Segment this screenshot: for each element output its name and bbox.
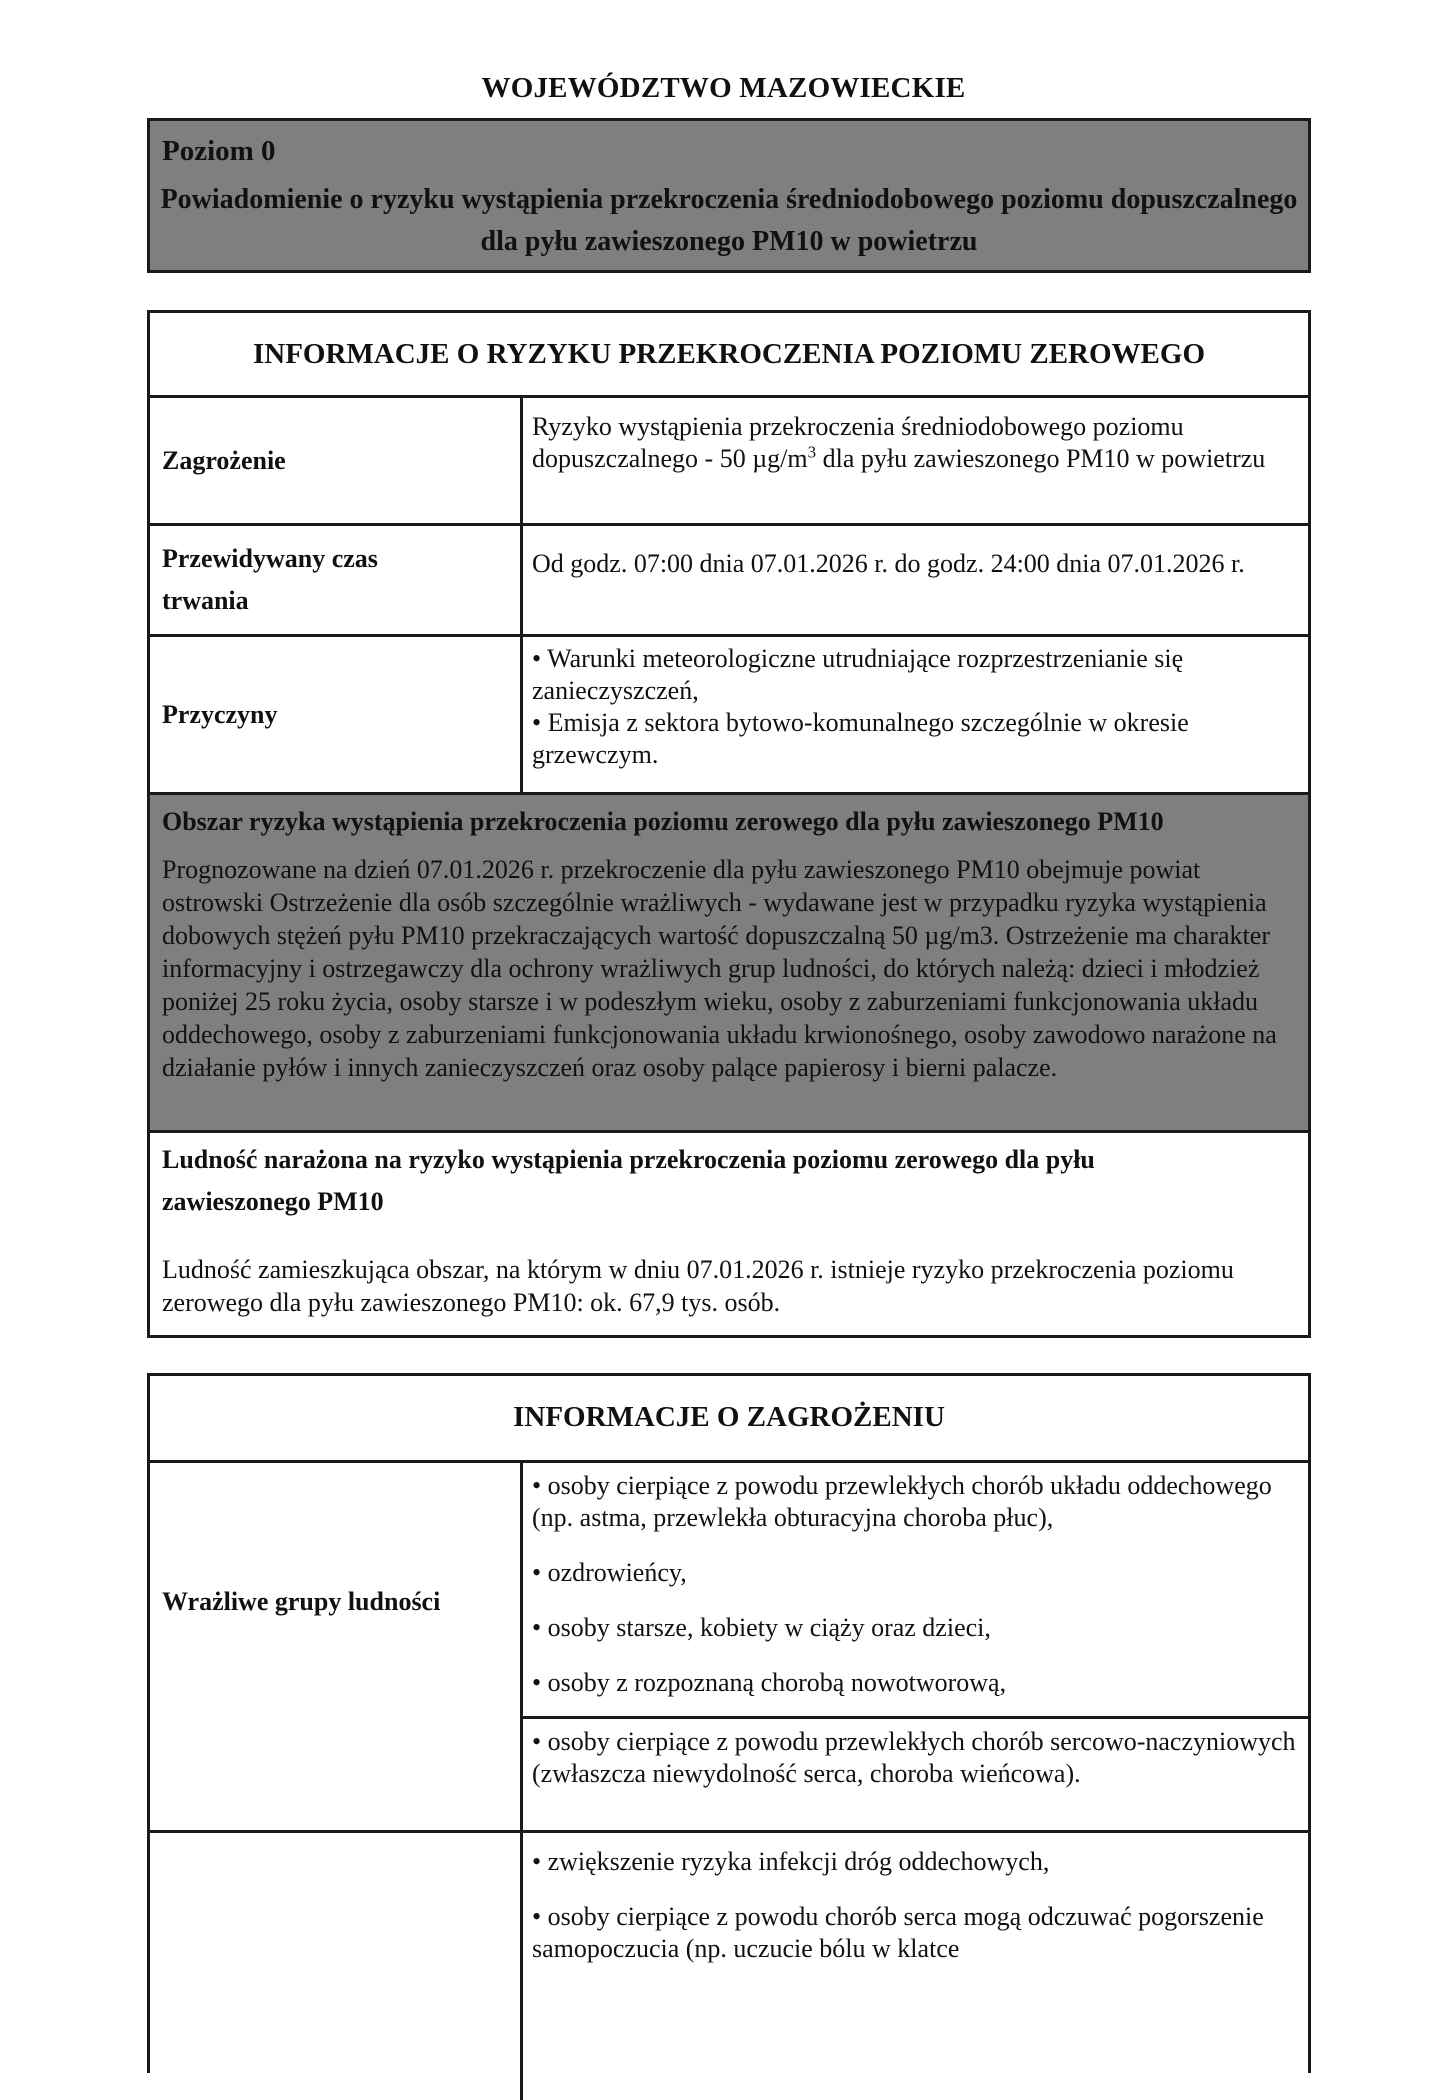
health-effect-item: • osoby cierpiące z powodu chorób serca mogą odczuwać pogorszenie samopoczucia (np. uczucie bólu w klatce	[532, 1902, 1264, 1963]
health-effect-item: • zwiększenie ryzyka infekcji dróg oddechowych,	[532, 1847, 1050, 1876]
risk-area-title: Obszar ryzyka wystąpienia przekroczenia poziomu zerowego dla pyłu zawieszonego PM10	[162, 807, 1164, 836]
alert-level: Poziom 0	[162, 135, 276, 167]
cause-item: • Warunki meteorologiczne utrudniające rozprzestrzenianie się zanieczyszczeń,	[532, 644, 1184, 705]
threat-info-section	[147, 1373, 1311, 2073]
risk-area-text: Prognozowane na dzień 07.01.2026 r. przekroczenie dla pyłu zawieszonego PM10 obejmuje powiat ostrowski Ostrzeżenie dla osób szczególnie wrażliwych - wydawane jest w przypadku ryzyka wystąpienia dobowych stężeń pyłu PM10 przekraczających wartość dopuszczalną 50 µg/m3. Ostrzeżenie ma charakter informacyjny i ostrzegawczy dla ochrony wrażliwych grup ludności, do których należą: dzieci i młodzież poniżej 25 roku życia, osoby starsze i w podeszłym wieku, osoby z zaburzeniami funkcjonowania układu oddechowego, osoby z zaburzeniami funkcjonowania układu krwionośnego, osoby zawodowo narażone na działanie pyłów i innych zanieczyszczeń oraz osoby palące papierosy i bierni palacze.	[162, 855, 1277, 1082]
alert-header-box	[147, 118, 1311, 273]
sensitive-group-item: • osoby cierpiące z powodu przewlekłych chorób układu oddechowego (np. astma, przewlekła obturacyjna choroba płuc),	[532, 1471, 1272, 1532]
causes-label: Przyczyny	[162, 700, 278, 729]
duration-label: Przewidywany czas trwania	[162, 544, 378, 615]
risk-info-section	[147, 310, 1311, 1338]
threat-value: Ryzyko wystąpienia przekroczenia średniodobowego poziomu dopuszczalnego - 50 $\mu g/m^3$ dla pyłu zawieszonego PM10 w powietrzu	[532, 412, 1266, 473]
sensitive-group-item: • osoby starsze, kobiety w ciąży oraz dzieci,	[532, 1613, 991, 1642]
risk-area-block	[150, 795, 1308, 1131]
cause-item: • Emisja z sektora bytowo-komunalnego szczególnie w okresie grzewczym.	[532, 708, 1189, 769]
population-title: Ludność narażona na ryzyko wystąpienia przekroczenia poziomu zerowego dla pyłu zawieszonego PM10	[162, 1145, 1095, 1216]
population-text: Ludność zamieszkująca obszar, na którym w dniu 07.01.2026 r. istnieje ryzyko przekroczenia poziomu zerowego dla pyłu zawieszonego PM10: ok. 67,9 tys. osób.	[162, 1255, 1234, 1317]
duration-value: Od godz. 07:00 dnia 07.01.2026 r. do godz. 24:00 dnia 07.01.2026 r.	[532, 549, 1245, 578]
sensitive-group-item: • osoby cierpiące z powodu przewlekłych chorób sercowo-naczyniowych (zwłaszcza niewydolność serca, choroba wieńcowa).	[532, 1727, 1296, 1788]
threat-label: Zagrożenie	[162, 446, 286, 475]
sensitive-group-item: • osoby z rozpoznaną chorobą nowotworową,	[532, 1668, 1007, 1697]
alert-headline: Powiadomienie o ryzyku wystąpienia przekroczenia średniodobowego poziomu dopuszczalnego dla pyłu zawieszonego PM10 w powietrzu	[160, 184, 1298, 257]
health-effects-list	[532, 1846, 1296, 1965]
sensitive-groups-label: Wrażliwe grupy ludności	[162, 1587, 441, 1616]
threat-section-title: INFORMACJE O ZAGROŻENIU	[513, 1401, 945, 1433]
sensitive-groups-list	[532, 1470, 1296, 1699]
sensitive-group-item: • ozdrowieńcy,	[532, 1558, 687, 1587]
causes-list	[532, 643, 1296, 771]
page-title: WOJEWÓDZTWO MAZOWIECKIE	[481, 72, 966, 104]
risk-section-title: INFORMACJE O RYZYKU PRZEKROCZENIA POZIOMU ZEROWEGO	[252, 338, 1205, 370]
